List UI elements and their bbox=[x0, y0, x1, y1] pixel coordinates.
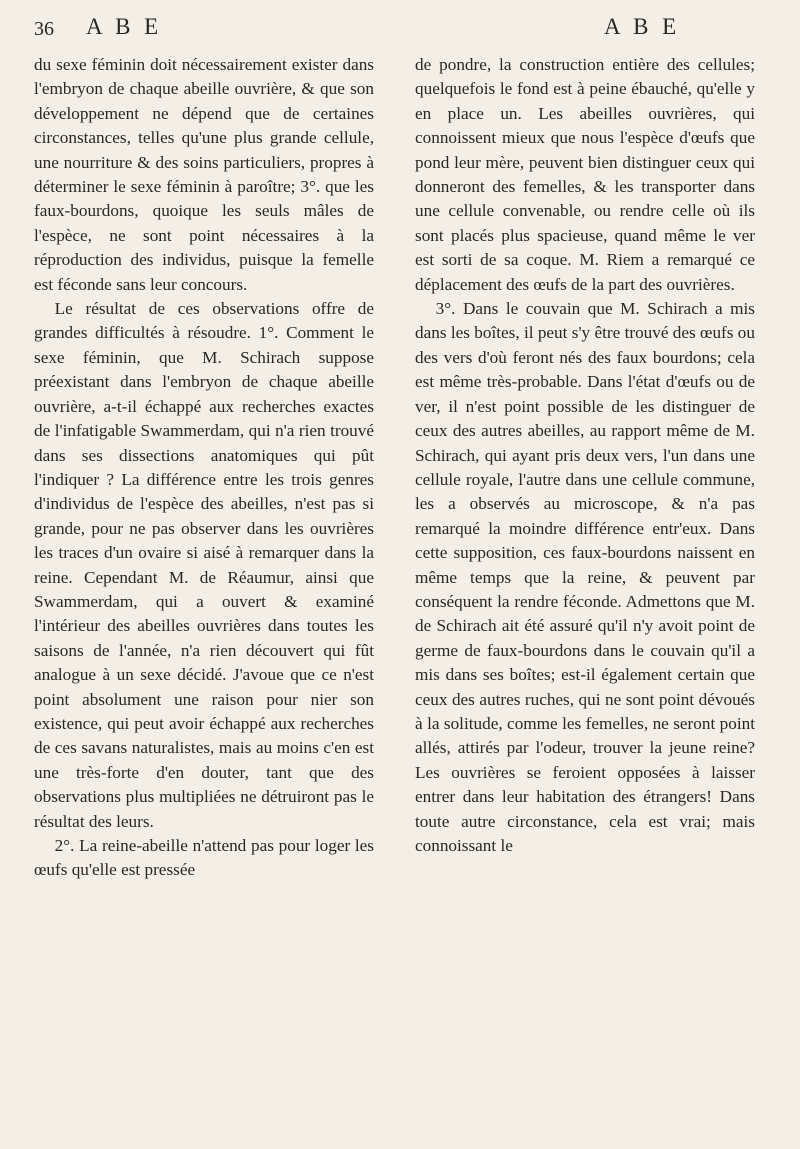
paragraph: 2°. La reine-abeille n'attend pas pour loger les œufs qu'elle est pressée bbox=[34, 836, 374, 880]
paragraph: 3°. Dans le couvain que M. Schirach a mis dans les boîtes, il peut s'y être trouvé des œufs ou des vers d'où feront nés des faux bourdons; cela est même très-probable. Dans l'état d'œufs ou de ver, il n'est point possible de les distinguer de ceux des autres abeilles, au rapport même de M. Schirach, qui ayant pris deux vers, l'un dans une cellule royale, l'autre dans une cellule commune, les a observés au microscope, & n'a pas remarqué la moindre différence entr'eux. Dans cette supposition, ces faux-bourdons naissent en même temps que la reine, & peuvent par conséquent la rendre féconde. Admettons que M. de Schirach ait été assuré qu'il n'y avoit point de germe de faux-bourdons dans le couvain qu'il a mis dans ses boîtes; est-il également certain que ceux des autres ruches, qui ne sont point dévoués à la solitude, comme les femelles, ne seront point allés, attirés par l'odeur, trouver la jeune reine? Les ouvrières se feroient opposées à laisser entrer dans leur habitation des étrangers! Dans toute autre circonstance, cela est vrai; mais connoissant le bbox=[415, 299, 755, 855]
page-header bbox=[34, 14, 770, 42]
right-column bbox=[415, 53, 755, 858]
paragraph: de pondre, la construction entière des cellules; quelquefois le fond est à peine ébauché, qu'elle y en place un. Les abeilles ouvrières, qui connoissent mieux que nous l'espèce d'œufs que pond leur mère, peuvent bien distinguer ceux qui donneront des femelles, & les transporter dans une cellule convenable, ou rendre celle où ils sont placés plus spacieuse, quand même le ver est sorti de sa coque. M. Riem a remarqué ce déplacement des œufs de la part des ouvrières. bbox=[415, 55, 755, 294]
running-head-right: A B E bbox=[604, 14, 681, 39]
paragraph: Le résultat de ces observations offre de grandes difficultés à résoudre. 1°. Comment le sexe féminin, que M. Schirach suppose préexistant dans l'embryon de chaque abeille ouvrière, a-t-il échappé aux recherches exactes de l'infatigable Swammerdam, qui n'a rien trouvé dans ses dissections anatomiques qui pût l'indiquer ? La différence entre les trois genres d'individus de l'espèce des abeilles, n'est pas si grande, pour ne pas observer dans les ouvrières les traces d'un ovaire si aisé à remarquer dans la reine. Cependant M. de Réaumur, ainsi que Swammerdam, qui a ouvert & examiné l'intérieur des abeilles ouvrières dans toutes les saisons de l'année, n'a rien découvert qui fût analogue à un sexe décidé. J'avoue que ce n'est point absolument une raison pour nier son existence, qui peut avoir échappé aux recherches de ces savans naturalistes, mais au moins c'en est une très-forte d'en douter, tant que des observations plus multipliées ne détruiront pas le résultat des leurs. bbox=[34, 299, 374, 831]
running-head-left: A B E bbox=[86, 14, 163, 39]
paragraph: du sexe féminin doit nécessairement exister dans l'embryon de chaque abeille ouvrière, & que son développement ne dépend que de certaines circonstances, telles qu'une plus grande cellule, une nourriture & des soins particuliers, propres à déterminer le sexe féminin à paroître; 3°. que les faux-bourdons, quoique les seuls mâles de l'espèce, ne sont point nécessaires à la réproduction des individus, puisque la femelle est féconde sans leur concours. bbox=[34, 55, 374, 294]
left-column bbox=[34, 53, 374, 883]
page-number: 36 bbox=[34, 18, 54, 40]
